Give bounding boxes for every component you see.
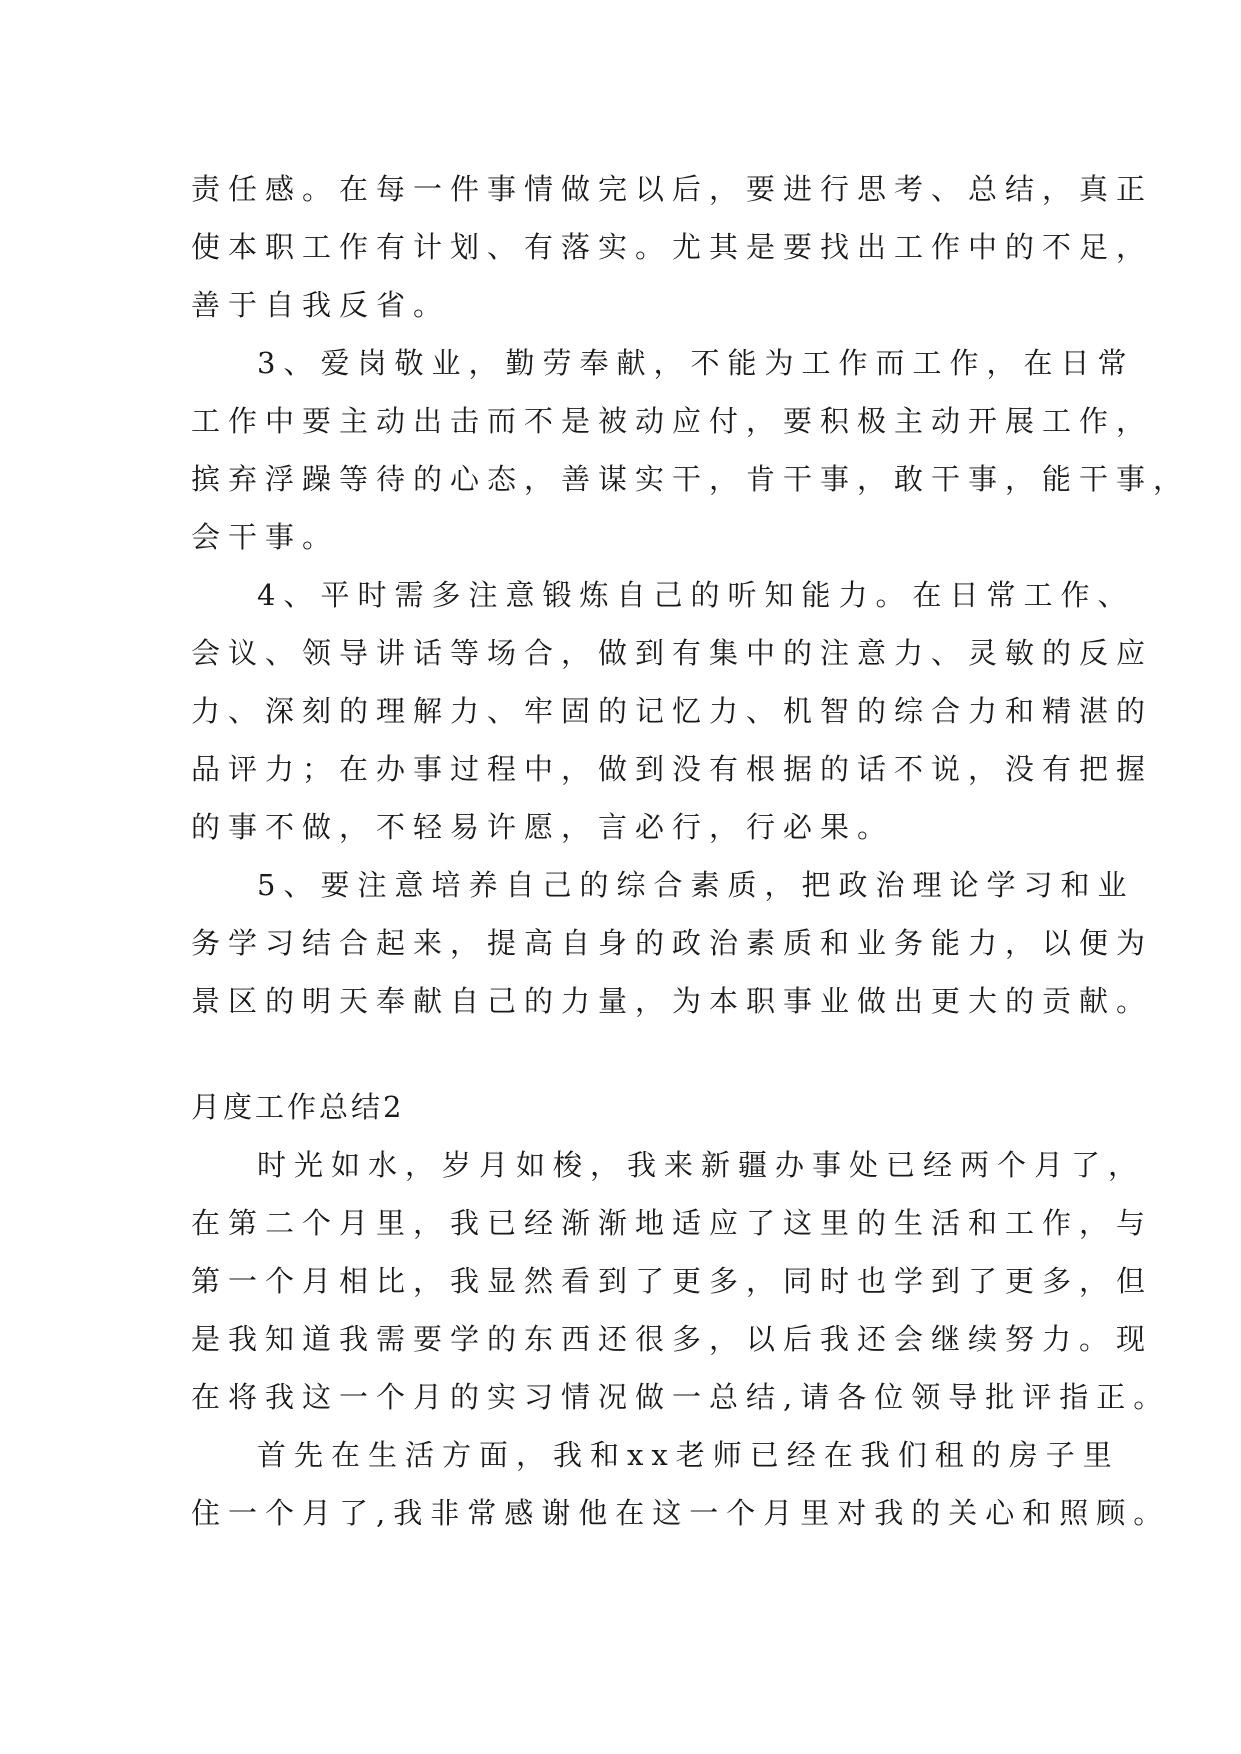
paragraph-line: 第一个月相比，我显然看到了更多，同时也学到了更多，但 [191,1264,1154,1298]
paragraph-line: 住一个月了,我非常感谢他在这一个月里对我的关心和照顾。 [191,1496,1171,1530]
section-2 [191,1078,1171,1542]
paragraph-line: 3、爱岗敬业，勤劳奉献，不能为工作而工作，在日常 [257,346,1135,380]
paragraph-line: 使本职工作有计划、有落实。尤其是要找出工作中的不足， [191,230,1154,264]
paragraph-line: 会干事。 [191,520,340,554]
paragraph-line: 工作中要主动出击而不是被动应付，要积极主动开展工作， [191,404,1154,438]
paragraph-line: 在第二个月里，我已经渐渐地适应了这里的生活和工作，与 [191,1206,1154,1240]
section-1 [191,160,1191,1030]
paragraph-line: 4、平时需多注意锻炼自己的听知能力。在日常工作、 [257,578,1135,612]
paragraph-line: 5、要注意培养自己的综合素质，把政治理论学习和业 [257,868,1135,902]
paragraph-line: 景区的明天奉献自己的力量，为本职事业做出更大的贡献。 [191,984,1154,1018]
paragraph-line: 责任感。在每一件事情做完以后，要进行思考、总结，真正 [191,172,1154,206]
paragraph-line: 品评力；在办事过程中，做到没有根据的话不说，没有把握 [191,752,1154,786]
section-title: 月度工作总结2 [191,1090,405,1124]
paragraph-line: 力、深刻的理解力、牢固的记忆力、机智的综合力和精湛的 [191,694,1154,728]
paragraph-line: 时光如水，岁月如梭，我来新疆办事处已经两个月了， [257,1148,1146,1182]
paragraph-line: 是我知道我需要学的东西还很多，以后我还会继续努力。现 [191,1322,1154,1356]
document-page [191,160,1191,1542]
paragraph-line: 首先在生活方面，我和xx老师已经在我们租的房子里 [257,1438,1120,1472]
paragraph-line: 的事不做，不轻易许愿，言必行，行必果。 [191,810,895,844]
paragraph-line: 会议、领导讲话等场合，做到有集中的注意力、灵敏的反应 [191,636,1154,670]
paragraph-line: 摈弃浮躁等待的心态，善谋实干，肯干事，敢干事，能干事， [191,462,1191,496]
paragraph-line: 在将我这一个月的实习情况做一总结,请各位领导批评指正。 [191,1380,1171,1414]
paragraph-line: 务学习结合起来，提高自身的政治素质和业务能力，以便为 [191,926,1154,960]
paragraph-line: 善于自我反省。 [191,288,451,322]
